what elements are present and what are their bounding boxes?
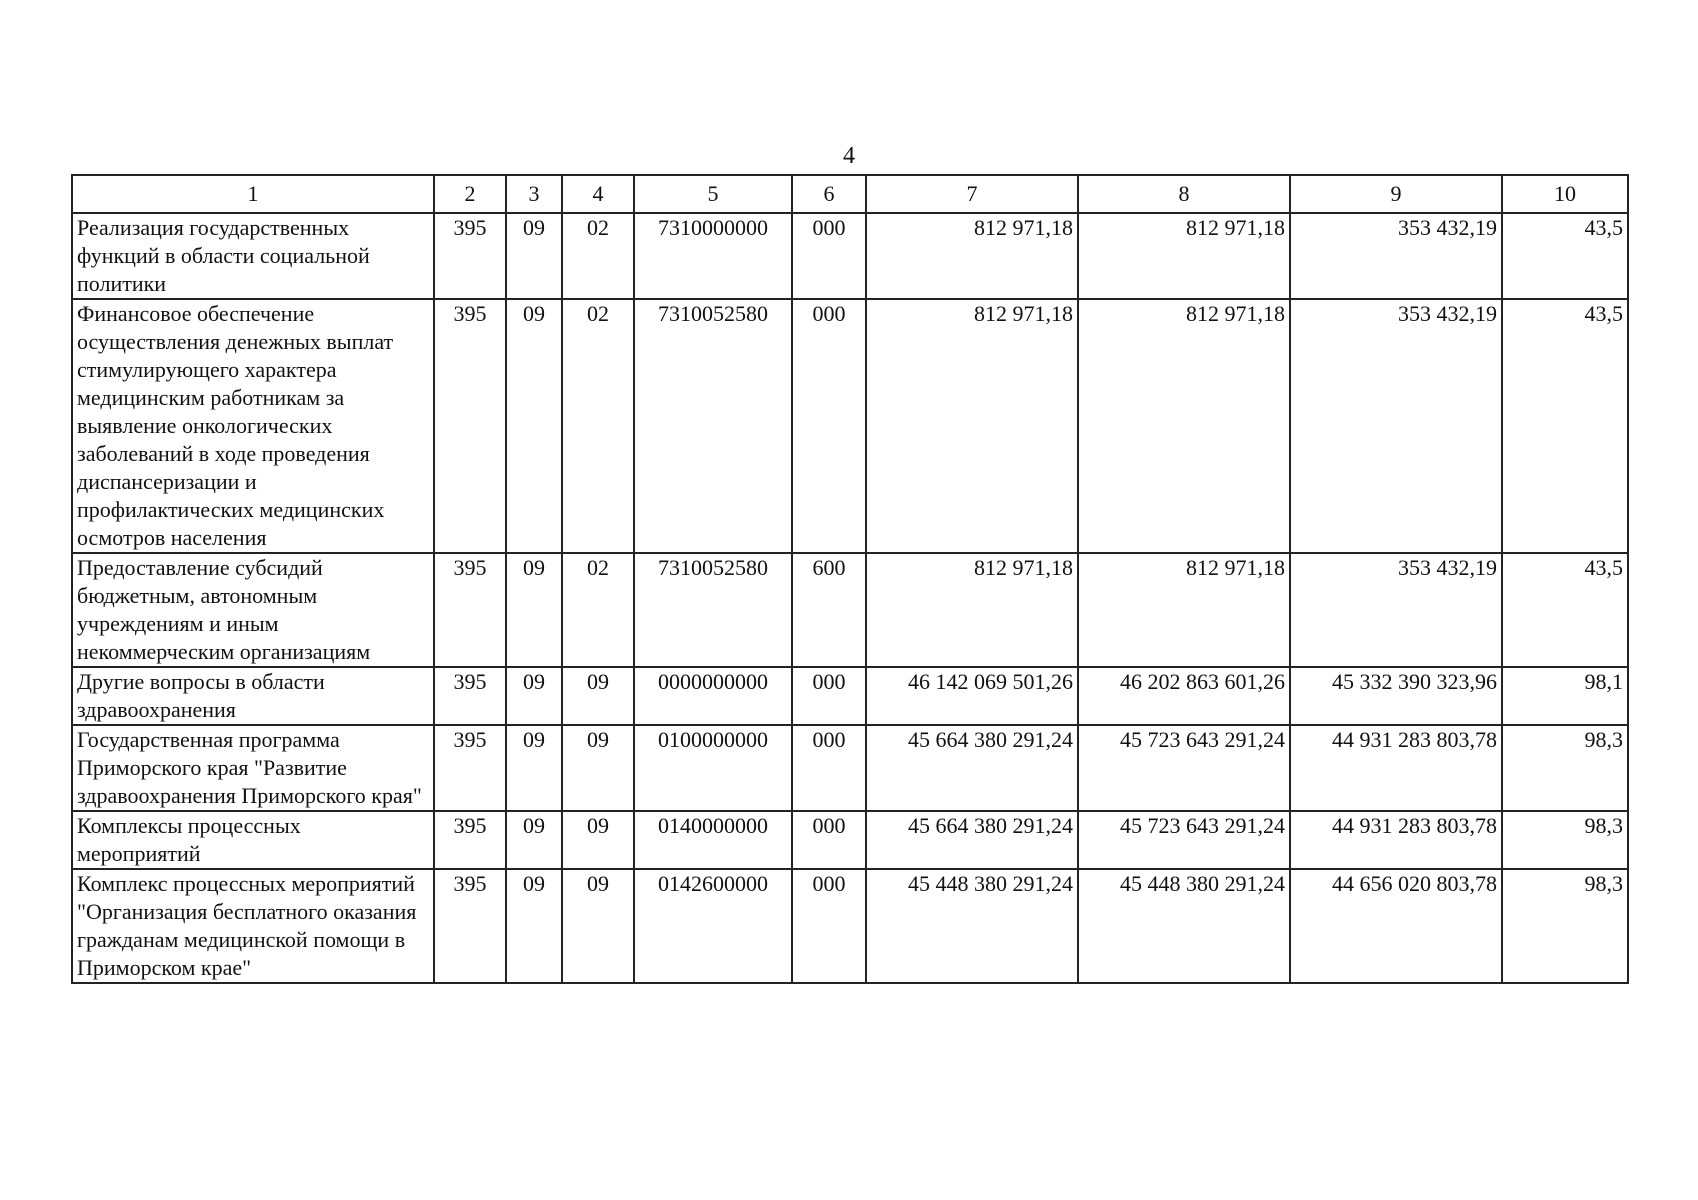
- percent-col10: 98,3: [1502, 725, 1628, 811]
- subsection-code: 09: [562, 869, 634, 983]
- target-article-code: 0142600000: [634, 869, 792, 983]
- target-article-code: 7310052580: [634, 299, 792, 553]
- subsection-code: 09: [562, 667, 634, 725]
- row-name: Финансовое обеспечение осуществления денежных выплат стимулирующего характера медицинским работникам за выявление онкологических заболеваний в ходе проведения диспансеризации и профилактических медицинских осмотров населения: [72, 299, 434, 553]
- section-code: 09: [506, 811, 562, 869]
- expense-type-code: 000: [792, 811, 866, 869]
- row-name: Государственная программа Приморского края "Развитие здравоохранения Приморского края": [72, 725, 434, 811]
- subsection-code: 02: [562, 213, 634, 299]
- amount-col7: 812 971,18: [866, 213, 1078, 299]
- column-header: 5: [634, 175, 792, 213]
- section-code: 09: [506, 553, 562, 667]
- section-code: 09: [506, 299, 562, 553]
- row-name: Реализация государственных функций в области социальной политики: [72, 213, 434, 299]
- amount-col8: 45 448 380 291,24: [1078, 869, 1290, 983]
- grbs-code: 395: [434, 213, 506, 299]
- column-header: 7: [866, 175, 1078, 213]
- percent-col10: 98,1: [1502, 667, 1628, 725]
- amount-col9: 353 432,19: [1290, 299, 1502, 553]
- section-code: 09: [506, 725, 562, 811]
- section-code: 09: [506, 869, 562, 983]
- amount-col8: 46 202 863 601,26: [1078, 667, 1290, 725]
- table-row: [72, 213, 1628, 299]
- column-header: 6: [792, 175, 866, 213]
- percent-col10: 43,5: [1502, 213, 1628, 299]
- subsection-code: 09: [562, 811, 634, 869]
- page-number: 4: [843, 143, 855, 169]
- target-article-code: 0140000000: [634, 811, 792, 869]
- table-row: [72, 869, 1628, 983]
- subsection-code: 09: [562, 725, 634, 811]
- expense-type-code: 000: [792, 299, 866, 553]
- grbs-code: 395: [434, 553, 506, 667]
- row-name: Другие вопросы в области здравоохранения: [72, 667, 434, 725]
- table-row: [72, 553, 1628, 667]
- table-row: [72, 725, 1628, 811]
- target-article-code: 7310052580: [634, 553, 792, 667]
- table-header-row: [72, 175, 1628, 213]
- table-row: [72, 667, 1628, 725]
- expense-type-code: 600: [792, 553, 866, 667]
- grbs-code: 395: [434, 869, 506, 983]
- amount-col8: 45 723 643 291,24: [1078, 811, 1290, 869]
- table-row: [72, 811, 1628, 869]
- expense-type-code: 000: [792, 725, 866, 811]
- amount-col8: 812 971,18: [1078, 299, 1290, 553]
- percent-col10: 98,3: [1502, 869, 1628, 983]
- section-code: 09: [506, 213, 562, 299]
- budget-table: [71, 174, 1629, 984]
- column-header: 9: [1290, 175, 1502, 213]
- percent-col10: 43,5: [1502, 553, 1628, 667]
- amount-col7: 45 664 380 291,24: [866, 725, 1078, 811]
- amount-col9: 44 931 283 803,78: [1290, 811, 1502, 869]
- table-row: [72, 299, 1628, 553]
- amount-col7: 812 971,18: [866, 299, 1078, 553]
- grbs-code: 395: [434, 667, 506, 725]
- subsection-code: 02: [562, 553, 634, 667]
- amount-col7: 45 664 380 291,24: [866, 811, 1078, 869]
- amount-col8: 812 971,18: [1078, 213, 1290, 299]
- target-article-code: 7310000000: [634, 213, 792, 299]
- amount-col7: 45 448 380 291,24: [866, 869, 1078, 983]
- grbs-code: 395: [434, 299, 506, 553]
- amount-col9: 44 931 283 803,78: [1290, 725, 1502, 811]
- percent-col10: 43,5: [1502, 299, 1628, 553]
- column-header: 4: [562, 175, 634, 213]
- section-code: 09: [506, 667, 562, 725]
- amount-col7: 46 142 069 501,26: [866, 667, 1078, 725]
- column-header: 3: [506, 175, 562, 213]
- column-header: 8: [1078, 175, 1290, 213]
- column-header: 2: [434, 175, 506, 213]
- amount-col7: 812 971,18: [866, 553, 1078, 667]
- column-header: 1: [72, 175, 434, 213]
- amount-col8: 812 971,18: [1078, 553, 1290, 667]
- grbs-code: 395: [434, 811, 506, 869]
- amount-col9: 45 332 390 323,96: [1290, 667, 1502, 725]
- target-article-code: 0100000000: [634, 725, 792, 811]
- amount-col9: 353 432,19: [1290, 553, 1502, 667]
- expense-type-code: 000: [792, 667, 866, 725]
- expense-type-code: 000: [792, 869, 866, 983]
- amount-col9: 353 432,19: [1290, 213, 1502, 299]
- amount-col9: 44 656 020 803,78: [1290, 869, 1502, 983]
- column-header: 10: [1502, 175, 1628, 213]
- row-name: Комплекс процессных мероприятий "Организация бесплатного оказания гражданам медицинской помощи в Приморском крае": [72, 869, 434, 983]
- row-name: Комплексы процессных мероприятий: [72, 811, 434, 869]
- grbs-code: 395: [434, 725, 506, 811]
- target-article-code: 0000000000: [634, 667, 792, 725]
- percent-col10: 98,3: [1502, 811, 1628, 869]
- subsection-code: 02: [562, 299, 634, 553]
- amount-col8: 45 723 643 291,24: [1078, 725, 1290, 811]
- row-name: Предоставление субсидий бюджетным, автономным учреждениям и иным некоммерческим организациям: [72, 553, 434, 667]
- expense-type-code: 000: [792, 213, 866, 299]
